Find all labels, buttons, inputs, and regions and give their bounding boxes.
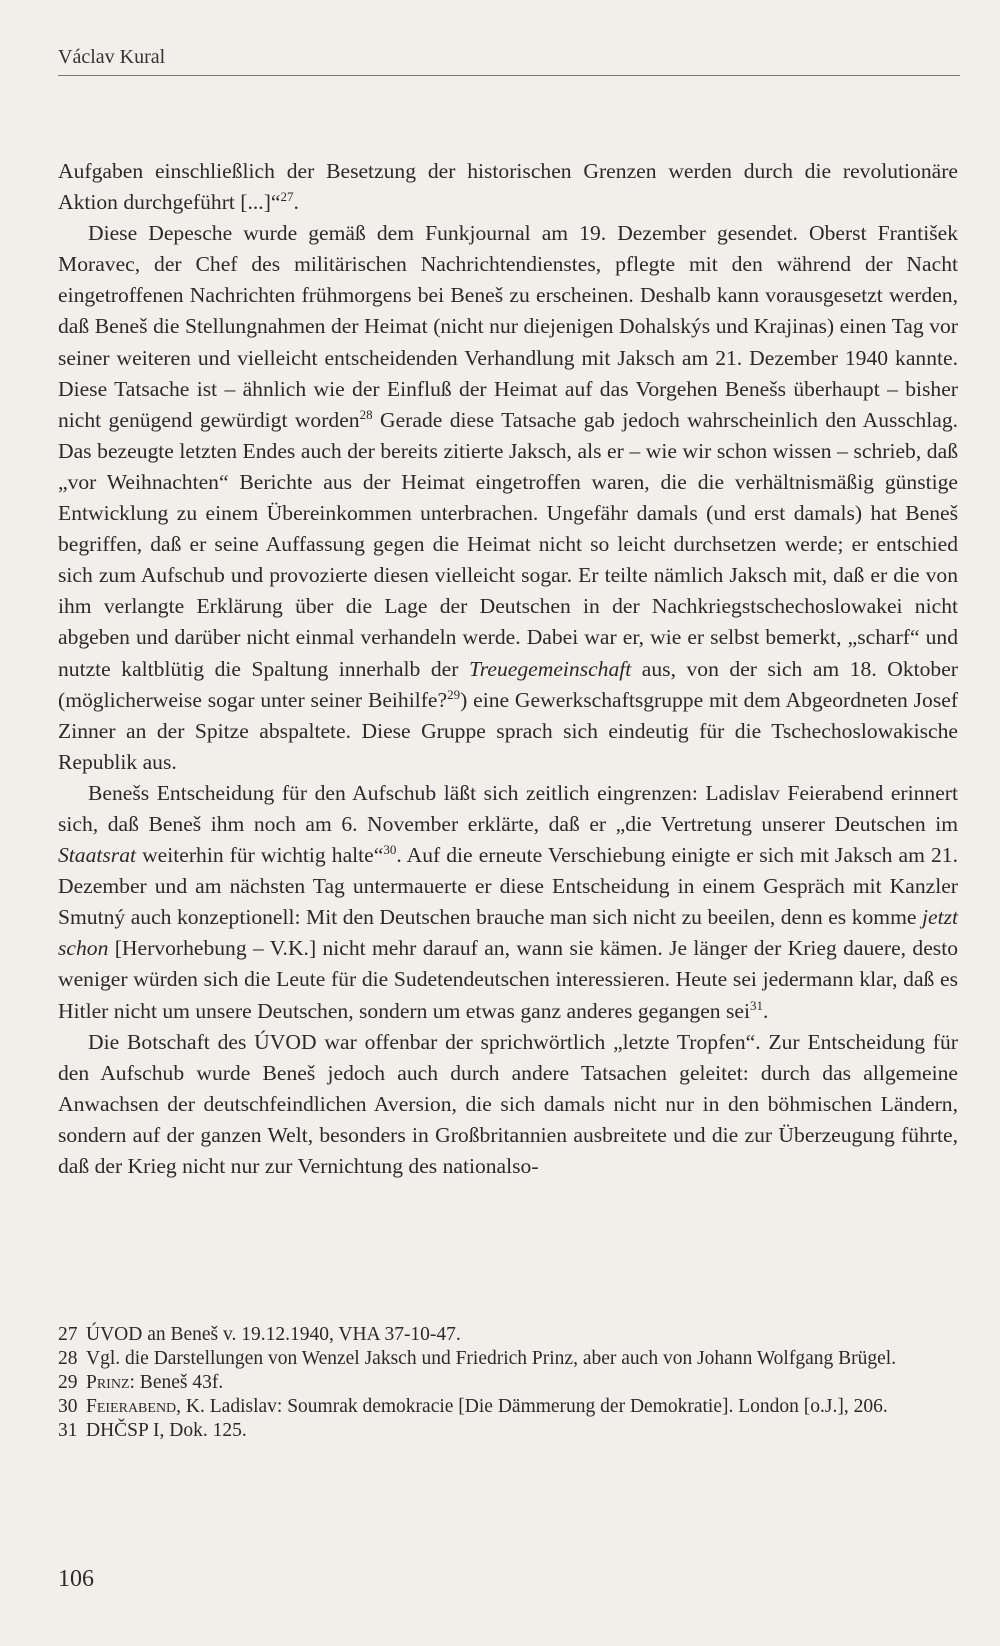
footnote-ref-31[interactable]: 31 [749, 997, 763, 1013]
p3-text-3: . Auf die erneute Verschiebung einigte er sich mit Jaksch am 21. Dezember und am nächsten Tag untermauerte er diese Entscheidung in einem Gespräch mit Kanzler Smutný auch konzeptionell: Mit den Deutschen brauche man sich nicht zu beeilen, denn es komme [58, 843, 958, 930]
p2-italic-term: Treuegemeinschaft [468, 656, 632, 681]
footnote-number: 29 [58, 1372, 78, 1393]
footnote-ref-27[interactable]: 27 [280, 189, 294, 205]
footnote-28 [58, 1347, 958, 1371]
page-number: 106 [58, 1566, 94, 1592]
footnote-author: Feierabend [86, 1396, 177, 1417]
p3-text-4: [Hervorhebung – V.K.] nicht mehr darauf an, wann sie kämen. Je länger der Krieg dauere, desto weniger würden sich die Leute für die Sudetendeutschen interessieren. Heute sei jedermann klar, daß es Hitler nicht um unsere Deutschen, sondern um etwas ganz anderes gegangen sei [58, 936, 958, 1023]
p3-italic-term: Staatsrat [58, 843, 136, 868]
footnote-rest: , K. Ladislav: Soumrak demokracie [Die Dämmerung der Demokratie]. London [o.J.], 206. [176, 1396, 888, 1417]
footnote-29 [58, 1371, 958, 1395]
paragraph-4 [58, 1027, 958, 1182]
p2-text-4: ) eine Gewerkschaftsgruppe mit dem Abgeordneten Josef Zinner an der Spitze abspaltete. Diese Gruppe sprach sich eindeutig für die Tschechoslowakische Republik aus. [58, 687, 959, 774]
footnote-number: 27 [58, 1324, 78, 1345]
footnote-ref-28[interactable]: 28 [359, 406, 373, 422]
p3-text-1: Benešs Entscheidung für den Aufschub läßt sich zeitlich eingrenzen: Ladislav Feierabend erinnert sich, daß Beneš ihm noch am 6. November erklärte, daß er „die Vertretung unserer Deutschen im [58, 780, 958, 836]
footnote-number: 28 [58, 1348, 78, 1369]
paragraph-3 [58, 778, 958, 1027]
footnote-text [86, 1395, 958, 1419]
p3-italic-emphasis: jetzt schon [58, 905, 958, 961]
running-head: Václav Kural [58, 46, 166, 68]
p3-text-5: . [762, 998, 769, 1023]
header-rule [58, 75, 960, 76]
p3-text-2: weiterhin für wichtig halte“ [136, 843, 384, 868]
footnote-31 [58, 1419, 958, 1443]
p2-text-2: Gerade diese Tatsache gab jedoch wahrscheinlich den Ausschlag. Das bezeugte letzten Endes auch der bereits zitierte Jaksch, als er – wie wir schon wissen – schrieb, daß „vor Weihnachten“ Berichte aus der Heimat eingetroffen waren, die die verhältnismäßig günstige Entwicklung zu einem Übereinkommen unterbrachen. Ungefähr damals (und erst damals) hat Beneš begriffen, daß er seine Auffassung gegen die Heimat nicht so leicht durchsetzen werde; er entschied sich zum Aufschub und provozierte diesen vielleicht sogar. Er teilte nämlich Jaksch mit, daß er die von ihm verlangte Erklärung über die Lage der Deutschen in der Nachkriegstschechoslowakei nicht abgeben und darüber nicht einmal verhandeln werde. Dabei war er, wie er selbst bemerkt, „scharf“ und nutzte kaltblütig die Spaltung innerhalb der [58, 407, 959, 681]
footnote-author: Prinz [86, 1372, 130, 1393]
p2-text-1: Diese Depesche wurde gemäß dem Funkjournal am 19. Dezember gesendet. Oberst František Moravec, der Chef des militärischen Nachrichtendienstes, pflegte mit den während der Nacht eingetroffenen Nachrichten frühmorgens bei Beneš zu erscheinen. Deshalb kann vorausgesetzt werden, daß Beneš die Stellungnahmen der Heimat (nicht nur diejenigen Dohalskýs und Krajinas) einen Tag vor seiner weiteren und vielleicht entscheidenden Verhandlung mit Jaksch am 21. Dezember 1940 kannte. Diese Tatsache ist – ähnlich wie der Einfluß der Heimat auf das Vorgehen Benešs überhaupt – bisher nicht genügend gewürdigt worden [58, 221, 958, 432]
p4-text: Die Botschaft des ÚVOD war offenbar der sprichwörtlich „letzte Tropfen“. Zur Entscheidung für den Aufschub wurde Beneš jedoch auch durch andere Tatsachen geleitet: durch das allgemeine Anwachsen der deutschfeindlichen Aversion, die sich damals nicht nur in den böhmischen Ländern, sondern auf der ganzen Welt, besonders in Großbritannien ausbreitete und die zur Überzeugung führte, daß der Krieg nicht nur zur Vernichtung des nationalso- [58, 1029, 958, 1178]
footnote-ref-30[interactable]: 30 [383, 842, 397, 858]
paragraph-1 [58, 156, 958, 218]
footnote-text: DHČSP I, Dok. 125. [86, 1420, 247, 1441]
footnote-text: ÚVOD an Beneš v. 19.12.1940, VHA 37-10-47. [86, 1324, 461, 1345]
footnote-number: 30 [58, 1396, 78, 1417]
paragraph-2 [58, 218, 958, 778]
p2-text-3: aus, von der sich am 18. Oktober (möglicherweise sogar unter seiner Beihilfe? [58, 656, 958, 712]
footnote-number: 31 [58, 1420, 78, 1441]
footnote-rest: : Beneš 43f. [129, 1372, 224, 1393]
body-text [58, 156, 958, 1182]
footnotes [58, 1323, 958, 1443]
p1-text: Aufgaben einschließlich der Besetzung der historischen Grenzen werden durch die revolutionäre Aktion durchgeführt [...]“ [58, 159, 958, 215]
footnote-27 [58, 1323, 958, 1347]
footnote-text: Vgl. die Darstellungen von Wenzel Jaksch und Friedrich Prinz, aber auch von Johann Wolfgang Brügel. [86, 1348, 897, 1369]
footnote-30 [58, 1395, 958, 1419]
footnote-ref-29[interactable]: 29 [447, 686, 461, 702]
footnote-text [86, 1371, 958, 1395]
p1-end: . [293, 190, 299, 215]
